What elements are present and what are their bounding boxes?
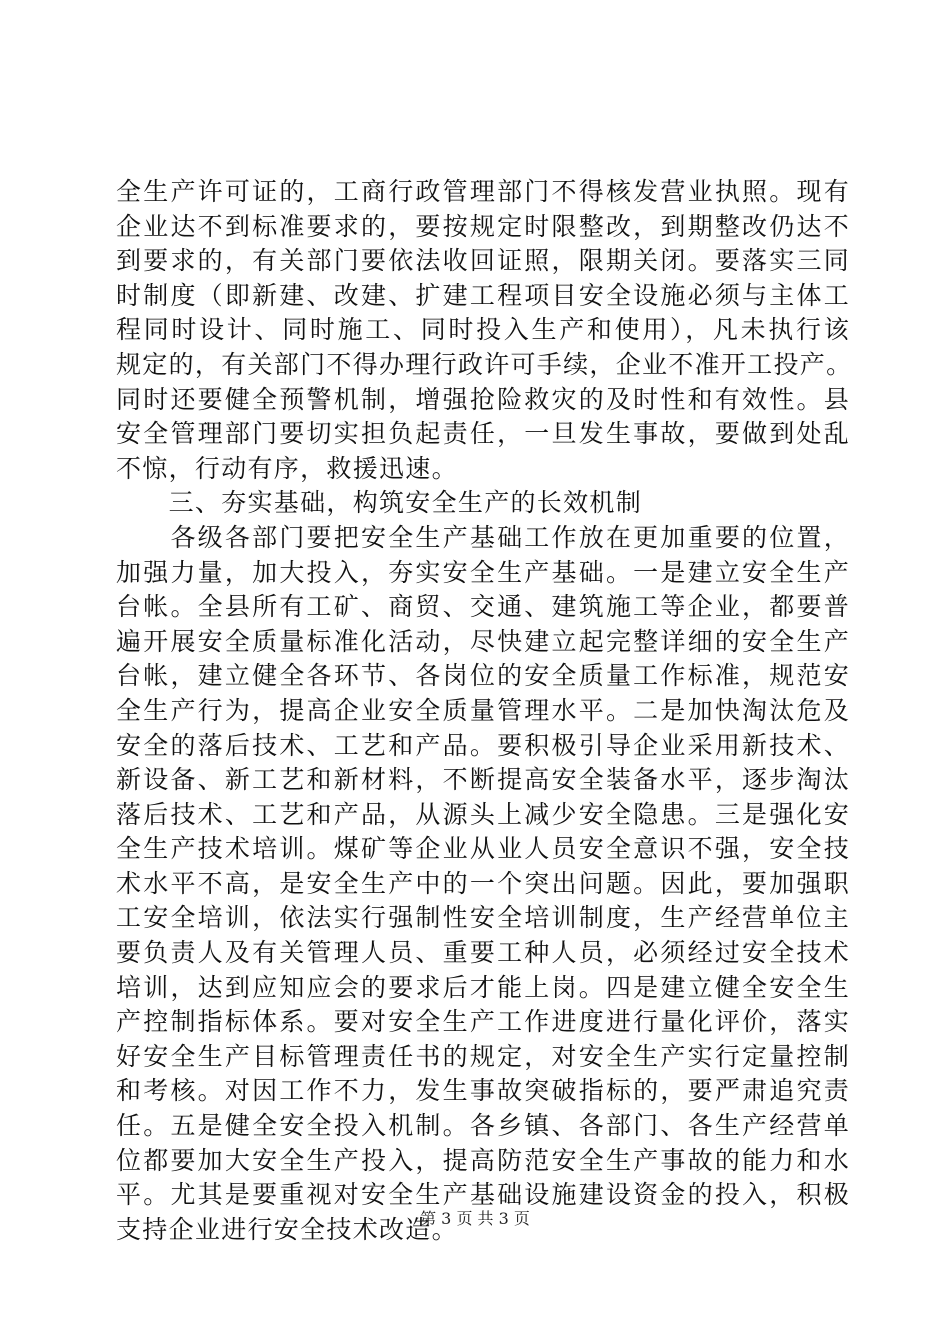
text-line: 好安全生产目标管理责任书的规定，对安全生产实行定量控制 [116,1041,850,1071]
page-number-label: 第 3 页 共 3 页 [420,1209,530,1228]
text-line: 全生产行为，提高企业安全质量管理水平。二是加快淘汰危及 [116,695,850,725]
text-line: 平。尤其是要重视对安全生产基础设施建设资金的投入，积极 [116,1180,850,1210]
text-line: 工安全培训，依法实行强制性安全培训制度，生产经营单位主 [116,903,850,933]
text-line: 遍开展安全质量标准化活动，尽快建立起完整详细的安全生产 [116,626,850,656]
section-heading: 三、夯实基础，构筑安全生产的长效机制 [116,488,643,518]
text-line: 规定的，有关部门不得办理行政许可手续，企业不准开工投产。 [116,349,853,379]
text-line: 落后技术、工艺和产品，从源头上减少安全隐患。三是强化安 [116,799,850,829]
text-line: 企业达不到标准要求的，要按规定时限整改，到期整改仍达不 [116,211,850,241]
text-line: 全生产许可证的，工商行政管理部门不得核发营业执照。现有 [116,177,850,206]
text-line: 要负责人及有关管理人员、重要工种人员，必须经过安全技术 [116,938,850,968]
text-line: 程同时设计、同时施工、同时投入生产和使用），凡未执行该 [116,315,850,345]
text-line: 任。五是健全安全投入机制。各乡镇、各部门、各生产经营单 [116,1111,850,1141]
text-line: 安全管理部门要切实担负起责任，一旦发生事故，要做到处乱 [116,419,850,449]
text-line: 术水平不高，是安全生产中的一个突出问题。因此，要加强职 [116,868,850,898]
text-line: 和考核。对因工作不力，发生事故突破指标的，要严肃追究责 [116,1076,850,1106]
text-line: 位都要加大安全生产投入，提高防范安全生产事故的能力和水 [116,1145,850,1175]
document-body [116,175,853,1247]
text-line: 各级各部门要把安全生产基础工作放在更加重要的位置， [116,522,850,552]
text-line: 新设备、新工艺和新材料，不断提高安全装备水平，逐步淘汰 [116,765,850,795]
text-line: 安全的落后技术、工艺和产品。要积极引导企业采用新技术、 [116,730,850,760]
text-line: 产控制指标体系。要对安全生产工作进度进行量化评价，落实 [116,1007,850,1037]
text-line: 台帐，建立健全各环节、各岗位的安全质量工作标准，规范安 [116,661,850,691]
text-line: 台帐。全县所有工矿、商贸、交通、建筑施工等企业，都要普 [116,592,850,622]
text-line: 时制度（即新建、改建、扩建工程项目安全设施必须与主体工 [116,280,850,310]
text-line: 加强力量，加大投入，夯实安全生产基础。一是建立安全生产 [116,557,850,587]
text-line: 培训，达到应知应会的要求后才能上岗。四是建立健全安全生 [116,972,850,1002]
text-line: 同时还要健全预警机制，增强抢险救灾的及时性和有效性。县 [116,384,850,414]
text-line: 不惊，行动有序，救援迅速。 [116,453,458,483]
text-line: 支持企业进行安全技术改造。 [116,1214,458,1244]
text-line: 到要求的，有关部门要依法收回证照，限期关闭。要落实三同 [116,246,850,276]
page-footer [0,1208,950,1230]
text-line: 全生产技术培训。煤矿等企业从业人员安全意识不强，安全技 [116,834,850,864]
